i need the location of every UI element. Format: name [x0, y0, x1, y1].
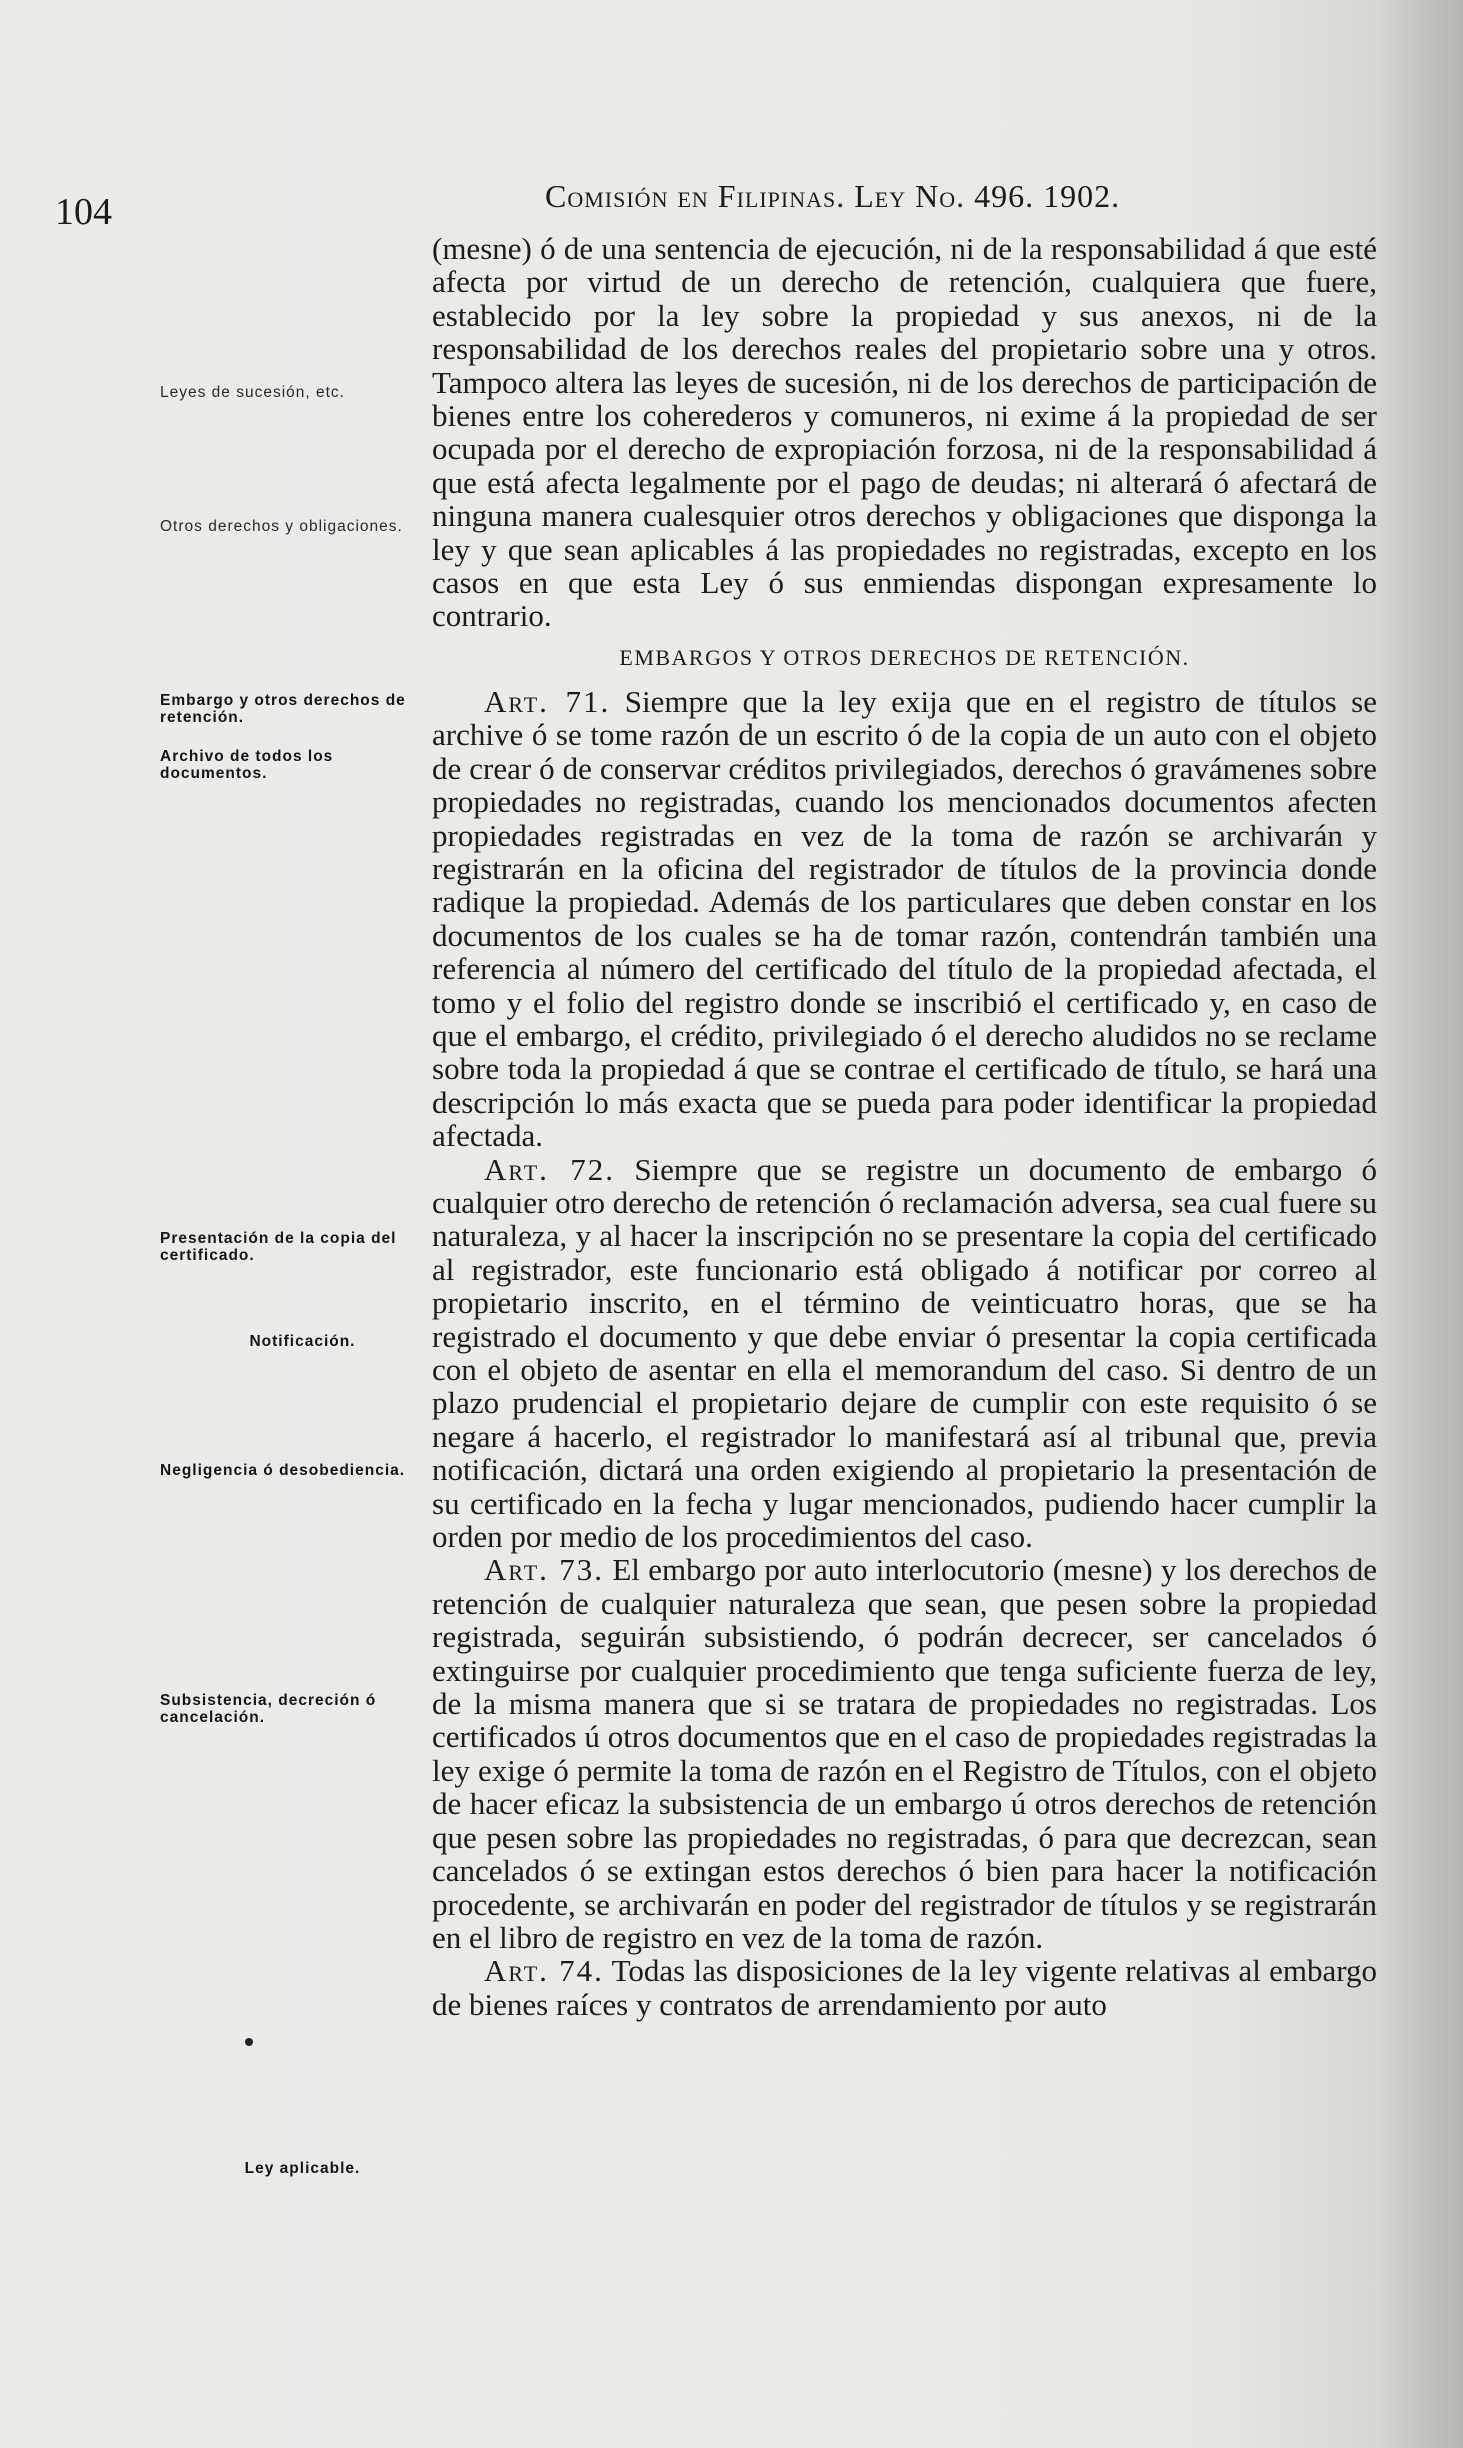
margin-note-notificacion: Notificación. — [249, 1333, 356, 1350]
margin-note-presentacion: Presentación de la copia del certificado. — [160, 1230, 397, 1264]
main-text — [432, 232, 1377, 2021]
article-label: Art. 74. — [484, 1953, 604, 1989]
margin-notes — [160, 0, 445, 2448]
article-71 — [432, 685, 1377, 1153]
article-label: Art. 71. — [484, 683, 611, 719]
article-label: Art. 73. — [484, 1552, 604, 1588]
continued-paragraph: (mesne) ó de una sentencia de ejecución, ni de la responsabilidad á que esté afecta por virtud de un derecho de retención, cualquiera que fuere, establecido por la ley sobre la propiedad y sus anexos, ni de la responsabilidad de los derechos reales del propietario sobre una y otros. Tampoco altera las leyes de sucesión, ni de los derechos de participación de bienes entre los coherederos y comuneros, ni exime á la propiedad de ser ocupada por el derecho de expropiación forzosa, ni de la responsabilidad á que está afecta legalmente por el pago de deudas; ni alterará ó afectará de ninguna manera cualesquier otros derechos y obligaciones que disponga la ley y que sean aplicables á las propiedades no registradas, excepto en los casos en que esta Ley ó sus enmiendas dispongan expresamente lo contrario. — [432, 231, 1377, 634]
article-label: Art. 72. — [484, 1151, 615, 1187]
article-text: Siempre que se registre un documento de embargo ó cualquier otro derecho de retención ó reclamación adversa, sea cual fuere su naturaleza, y al hacer la inscripción no se presentare la copia del certificado al registrador, este funcionario está obligado á notificar por correo al propietario inscrito, en el término de veinticuatro horas, que se ha registrado el documento y que debe enviar ó presentar la copia certificada con el objeto de asentar en ella el memorandum del caso. Si dentro de un plazo prudencial el propietario dejare de cumplir con este requisito ó se negare á hacerlo, el registrador lo manifestará así al tribunal que, previa notificación, dictará una orden exigiendo al propietario la presentación de su certificado en la fecha y lugar mencionados, pudiendo hacer cumplir la orden por medio de los procedimientos del caso. — [432, 1151, 1378, 1555]
margin-note-embargo: Embargo y otros derechos de retención. — [160, 692, 406, 726]
article-72 — [432, 1153, 1377, 1554]
article-text: El embargo por auto interlocutorio (mesne) y los derechos de retención de cualquier naturaleza que sean, que pesen sobre la propiedad registrada, seguirán subsistiendo, ó podrán decrecer, ser cancelados ó extinguirse por cualquier procedimiento que tenga suficiente fuerza de ley, de la misma manera que si se tratara de propiedades no registradas. Los certificados ú otros documentos que en el caso de propiedades registradas la ley exige ó permite la toma de razón en el Registro de Títulos, con el objeto de hacer eficaz la subsistencia de un embargo ú otros derechos de retención que pesen sobre las propiedades no registradas, ó para que decrezcan, sean cancelados ó se extingan estos derechos ó bien para hacer la notificación procedente, se archivarán en poder del registrador de títulos y se registrarán en el libro de registro en vez de la toma de razón. — [432, 1552, 1378, 1955]
article-73 — [432, 1553, 1377, 1954]
margin-note-ley-aplicable: Ley aplicable. — [244, 2160, 361, 2177]
margin-note-leyes-sucesion: Leyes de sucesión, etc. — [160, 384, 345, 401]
margin-note-negligencia: Negligencia ó desobediencia. — [160, 1462, 406, 1479]
margin-note-archivo: Archivo de todos los documentos. — [160, 748, 334, 782]
page-number: 104 — [55, 191, 112, 233]
running-head-title: Comisión en Filipinas. Ley No. 496. 1902. — [545, 178, 1121, 214]
article-text: Siempre que la ley exija que en el registro de títulos se archive ó se tome razón de un escrito ó de la copia de un auto con el objeto de crear ó de conservar créditos privilegiados, derechos ó gravámenes sobre propiedades no registradas, cuando los mencionados documentos afecten propiedades registradas en vez de la toma de razón se archivarán y registrarán en la oficina del registrador de títulos de la provincia donde radique la propiedad. Además de los particulares que deben constar en los documentos de los cuales se ha de tomar razón, contendrán también una referencia al número del certificado del título de la propiedad afectada, el tomo y el folio del registro donde se inscribió el certificado y, en caso de que el embargo, el crédito, privilegiado ó el derecho aludidos no se reclame sobre toda la propiedad á que se contrae el certificado de título, se hará una descripción lo más exacta que se pueda para poder identificar la propiedad afectada. — [432, 683, 1377, 1154]
section-heading: EMBARGOS Y OTROS DERECHOS DE RETENCIÓN. — [619, 644, 1190, 670]
margin-note-otros-derechos: Otros derechos y obligaciones. — [160, 518, 403, 535]
margin-note-subsistencia: Subsistencia, decreción ó cancelación. — [160, 1692, 377, 1726]
article-text: Todas las disposiciones de la ley vigente relativas al embargo de bienes raíces y contratos de arrendamiento por auto — [432, 1953, 1377, 2022]
article-74 — [432, 1954, 1377, 2021]
ink-mark — [245, 2038, 253, 2046]
